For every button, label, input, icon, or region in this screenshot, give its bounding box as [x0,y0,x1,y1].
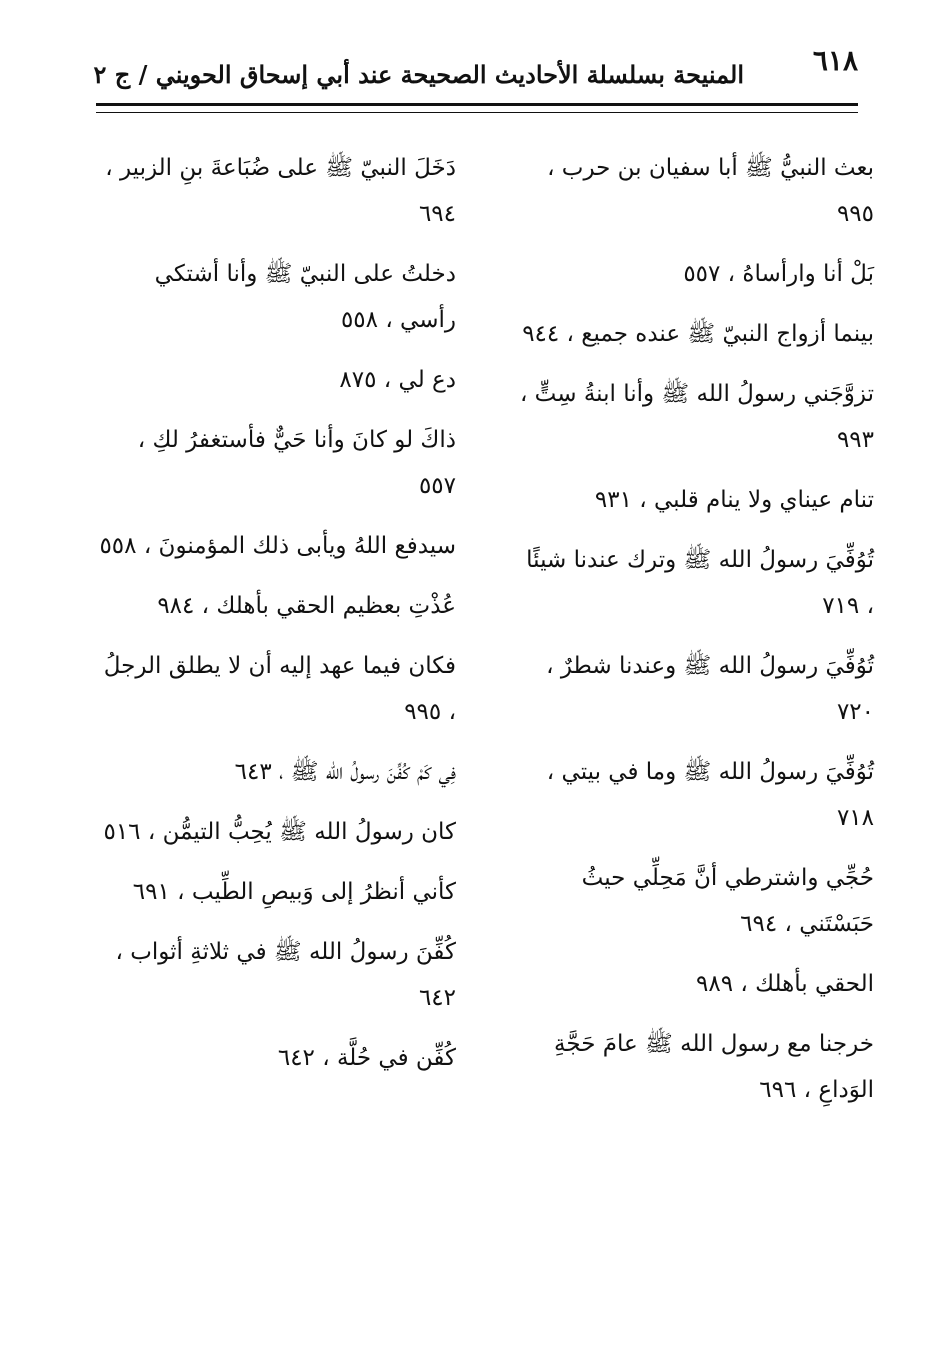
index-entry: ذاكَ لو كانَ وأنا حَيٌّ فأستغفرُ لكِ ، ٥٥٧ [137,427,456,499]
index-entry: كُفِّنَ رسولُ الله ﷺ في ثلاثةِ أثواب ، ٦٤٢ [115,939,456,1011]
header-rule-thick [96,103,858,106]
index-entry: دَخَلَ النبيّ ﷺ على ضُبَاعةَ بنِ الزبير ، ٦٩٤ [105,155,456,227]
index-entry: دخلتُ على النبيّ ﷺ وأنا أشتكي رأسي ، ٥٥٨ [154,261,456,333]
index-entry: حُجِّي واشترطي أنَّ مَحِلِّي حيثُ حَبَسْتَني ، ٦٩٤ [581,865,874,937]
index-entry: تنام عيناي ولا ينام قلبي ، ٩٣١ [594,487,874,513]
index-entry: كان رسولُ الله ﷺ يُحِبُّ التيمُّن ، ٥١٦ [103,819,456,845]
running-title: المنيحة بسلسلة الأحاديث الصحيحة عند أبي إسحاق الحويني / ج ٢ [93,60,744,89]
index-column-left [96,145,456,1095]
index-entry: بينما أزواج النبيّ ﷺ عنده جميع ، ٩٤٤ [522,321,874,347]
index-entry: الحقي بأهلك ، ٩٨٩ [695,971,874,997]
index-entry: تُوُفِّيَ رسولُ الله ﷺ وترك عندنا شيئًا ، ٧١٩ [526,547,874,619]
index-entry: تُوُفِّيَ رسولُ الله ﷺ وعندنا شطرٌ ، ٧٢٠ [546,653,874,725]
index-column-right [514,145,874,1127]
index-entry: فِي كَمْ كُفِّنَ رسولُ الله ﷺ ، ٦٤٣ [234,759,456,785]
index-entry: خرجنا مع رسول الله ﷺ عامَ حَجَّةِ الوَداعِ ، ٦٩٦ [554,1031,874,1103]
index-entry: تُوُفِّيَ رسولُ الله ﷺ وما في بيتي ، ٧١٨ [546,759,874,831]
index-entry: دع لي ، ٨٧٥ [339,367,456,393]
page-number: ٦١٨ [812,44,858,77]
index-entry: كُفِّن في حُلَّة ، ٦٤٢ [277,1045,456,1071]
index-entry: سيدفع اللهُ ويأبى ذلك المؤمنونَ ، ٥٥٨ [99,533,456,559]
index-entry: كأني أنظرُ إلى وَبيصِ الطِّيب ، ٦٩١ [132,879,456,905]
header-rule-thin [96,112,858,113]
index-entry: بَلْ أنا وارأساهُ ، ٥٥٧ [683,261,874,287]
index-entry: تزوَّجَني رسولُ الله ﷺ وأنا ابنةُ سِتٍّ ، ٩٩٣ [519,381,874,453]
index-entry: فكان فيما عهد إليه أن لا يطلق الرجلُ ، ٩٩٥ [103,653,456,725]
index-entry: عُذْتِ بعظيم الحقي بأهلك ، ٩٨٤ [157,593,456,619]
index-entry: بعث النبيُّ ﷺ أبا سفيان بن حرب ، ٩٩٥ [547,155,874,227]
